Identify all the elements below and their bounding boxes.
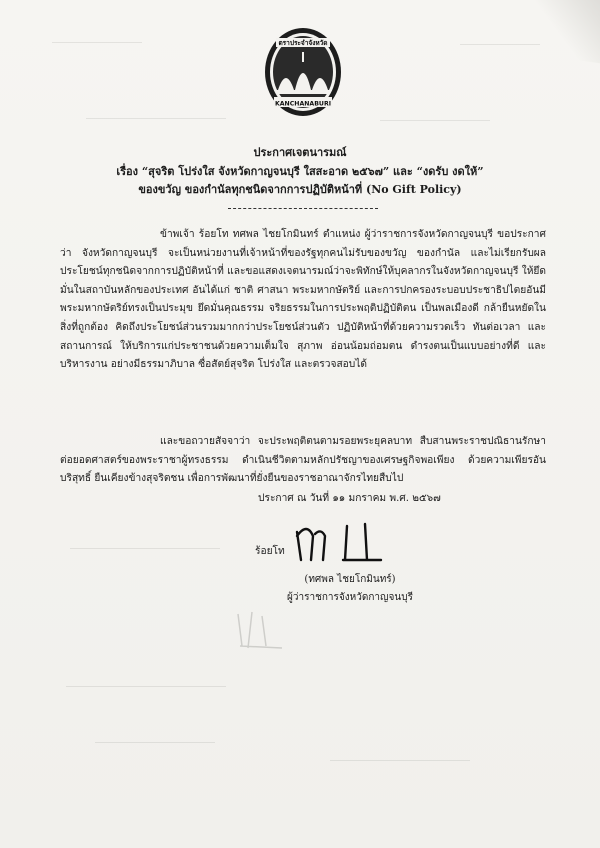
show-through-signature [232,606,292,656]
subject-line-continuation: ของขวัญ ของกำนัลทุกชนิดจากการปฏิบัติหน้าที่ (No Gift Policy) [138,183,462,196]
seal-bottom-text: KANCHANABURI [274,100,332,108]
scan-artifact-line [86,118,226,119]
signatory-rank: ร้อยโท [255,546,285,557]
handwritten-signature [285,514,395,570]
body-paragraph-1: ข้าพเจ้า ร้อยโท ทศพล ไชยโกมินทร์ ตำแหน่ง ผู้ว่าราชการจังหวัดกาญจนบุรี ขอประกาศว่า จังหวัดกาญจนบุรี จะเป็นหน่วยงานที่เจ้าหน้าที่ของรัฐทุกคนไม่รับของขวัญ ของกำนัล และไม่เรียกรับผลประโยชน์ทุกชนิดจากการปฏิบัติหน้าที่ และขอแสดงเจตนารมณ์ว่าจะพิทักษ์ให้บุคลากรในจังหวัดกาญจนบุรี ให้ยึดมั่นในสถาบันหลักของประเทศ อันได้แก่ ชาติ ศาสนา พระมหากษัตริย์ และการปกครองระบอบประชาธิปไตยอันมีพระมหากษัตริย์ทรงเป็นประมุข ยึดมั่นคุณธรรม จริยธรรมในการประพฤติปฏิบัติตน เป็นพลเมืองดี กล้ายืนหยัดในสิ่งที่ถูกต้อง คิดถึงประโยชน์ส่วนรวมมากกว่าประโยชน์ส่วนตัว ปฏิบัติหน้าที่ด้วยความรวดเร็ว ทันต่อเวลา และสถานการณ์ ให้บริการแก่ประชาชนด้วยความเต็มใจ สุภาพ อ่อนน้อมถ่อมตน ดำรงตนเป็นแบบอย่างที่ดี และบริหารงาน อย่างมีธรรมาภิบาล ซื่อสัตย์สุจริต โปร่งใส และตรวจสอบได้ [60,229,546,371]
scan-artifact-line [52,42,142,43]
folded-corner-shadow [514,0,600,68]
kanchanaburi-seal-logo [262,26,344,120]
document-title: ประกาศเจตนารมณ์ [253,146,347,159]
scan-artifact-line [380,120,490,121]
signatory-name: (ทศพล ไชยโกมินทร์) [304,574,396,585]
scan-artifact-line [95,742,215,743]
body-paragraph-2: และขอถวายสัจจาว่า จะประพฤติตนตามรอยพระยุคลบาท สืบสานพระราชปณิธานรักษาต่อยอดศาสตร์ของพระราชาผู้ทรงธรรม ดำเนินชีวิตตามหลักปรัชญาของเศรษฐกิจพอเพียง ด้วยความเพียรอันบริสุทธิ์ ยืนเคียงข้างสุจริตชน เพื่อการพัฒนาที่ยั่งยืนของราชอาณาจักรไทยสืบไป [60,436,546,485]
scan-artifact-line [70,548,220,549]
dashed-divider [228,208,378,210]
scan-artifact-line [330,760,470,761]
scan-artifact-line [66,686,226,687]
date-line: ประกาศ ณ วันที่ ๑๑ มกราคม พ.ศ. ๒๕๖๗ [258,493,441,504]
scan-artifact-line [460,44,540,45]
subject-line: เรื่อง “สุจริต โปร่งใส จังหวัดกาญจนบุรี ใสสะอาด ๒๕๖๗” และ “งดรับ งดให้” [116,165,484,178]
seal-top-text: ตราประจำจังหวัด [278,39,328,47]
signatory-position: ผู้ว่าราชการจังหวัดกาญจนบุรี [287,592,413,603]
